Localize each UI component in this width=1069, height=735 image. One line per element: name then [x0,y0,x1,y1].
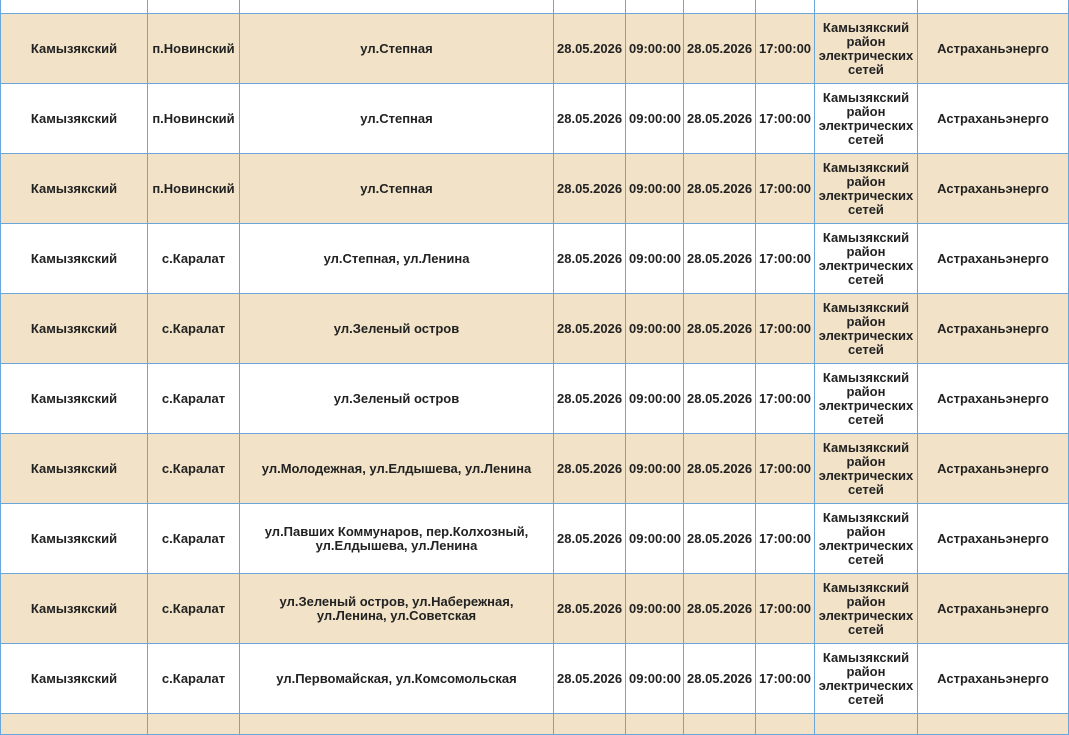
responsible-unit-cell: Камызякский район электрических сетей [815,84,918,154]
start-time-cell: 09:00:00 [626,14,684,84]
district-cell: Камызякский [1,504,148,574]
start-time-cell [626,714,684,735]
table-row [1,434,1069,504]
locality-cell: с.Каралат [148,224,240,294]
end-date-cell: 28.05.2026 [684,434,756,504]
table-row [1,154,1069,224]
end-time-cell: 17:00:00 [756,504,815,574]
organization-cell: Астраханьэнерго [918,434,1069,504]
start-date-cell [554,0,626,14]
responsible-unit-cell: Камызякский район электрических сетей [815,294,918,364]
responsible-unit-cell: Камызякский район электрических сетей [815,434,918,504]
organization-cell: Астраханьэнерго [918,574,1069,644]
responsible-unit-cell: Камызякский район электрических сетей [815,224,918,294]
responsible-unit-cell: Камызякский район электрических сетей [815,14,918,84]
start-date-cell: 28.05.2026 [554,364,626,434]
locality-cell [148,0,240,14]
organization-cell [918,0,1069,14]
locality-cell: с.Каралат [148,434,240,504]
locality-cell: с.Каралат [148,504,240,574]
streets-cell: ул.Степная [240,14,554,84]
table-row [1,644,1069,714]
locality-cell: с.Каралат [148,294,240,364]
organization-cell: Астраханьэнерго [918,224,1069,294]
streets-cell: ул.Степная, ул.Ленина [240,224,554,294]
end-date-cell: 28.05.2026 [684,84,756,154]
organization-cell: Астраханьэнерго [918,294,1069,364]
start-date-cell: 28.05.2026 [554,154,626,224]
start-time-cell: 09:00:00 [626,504,684,574]
district-cell [1,0,148,14]
responsible-unit-cell [815,714,918,735]
organization-cell: Астраханьэнерго [918,154,1069,224]
start-time-cell: 09:00:00 [626,574,684,644]
end-date-cell: 28.05.2026 [684,154,756,224]
end-date-cell: 28.05.2026 [684,364,756,434]
end-time-cell: 17:00:00 [756,294,815,364]
streets-cell: ул.Степная [240,84,554,154]
district-cell: Камызякский [1,364,148,434]
end-date-cell: 28.05.2026 [684,574,756,644]
table-row [1,224,1069,294]
end-date-cell: 28.05.2026 [684,294,756,364]
start-time-cell [626,0,684,14]
table-row [1,294,1069,364]
end-date-cell [684,0,756,14]
responsible-unit-cell: Камызякский район электрических сетей [815,574,918,644]
organization-cell: Астраханьэнерго [918,84,1069,154]
table-row [1,84,1069,154]
start-time-cell: 09:00:00 [626,84,684,154]
end-date-cell [684,714,756,735]
streets-cell: ул.Молодежная, ул.Елдышева, ул.Ленина [240,434,554,504]
start-time-cell: 09:00:00 [626,294,684,364]
start-date-cell: 28.05.2026 [554,574,626,644]
streets-cell [240,0,554,14]
district-cell: Камызякский [1,644,148,714]
locality-cell: с.Каралат [148,644,240,714]
end-time-cell: 17:00:00 [756,84,815,154]
organization-cell: Астраханьэнерго [918,644,1069,714]
district-cell: Камызякский [1,224,148,294]
streets-cell: ул.Зеленый остров, ул.Набережная, ул.Ленина, ул.Советская [240,574,554,644]
organization-cell: Астраханьэнерго [918,504,1069,574]
streets-cell: ул.Зеленый остров [240,294,554,364]
table-row [1,364,1069,434]
start-date-cell: 28.05.2026 [554,294,626,364]
district-cell: Камызякский [1,574,148,644]
end-time-cell: 17:00:00 [756,574,815,644]
responsible-unit-cell: Камызякский район электрических сетей [815,504,918,574]
streets-cell: ул.Первомайская, ул.Комсомольская [240,644,554,714]
district-cell [1,714,148,735]
table-body [1,0,1069,735]
responsible-unit-cell: Камызякский район электрических сетей [815,644,918,714]
locality-cell [148,714,240,735]
end-time-cell: 17:00:00 [756,434,815,504]
end-time-cell: 17:00:00 [756,364,815,434]
end-time-cell: 17:00:00 [756,224,815,294]
end-time-cell: 17:00:00 [756,14,815,84]
streets-cell: ул.Павших Коммунаров, пер.Колхозный, ул.Елдышева, ул.Ленина [240,504,554,574]
district-cell: Камызякский [1,84,148,154]
district-cell: Камызякский [1,154,148,224]
start-time-cell: 09:00:00 [626,364,684,434]
organization-cell: Астраханьэнерго [918,364,1069,434]
streets-cell: ул.Степная [240,154,554,224]
district-cell: Камызякский [1,434,148,504]
start-date-cell: 28.05.2026 [554,434,626,504]
responsible-unit-cell: Камызякский район электрических сетей [815,364,918,434]
streets-cell [240,714,554,735]
locality-cell: п.Новинский [148,84,240,154]
responsible-unit-cell [815,0,918,14]
locality-cell: п.Новинский [148,154,240,224]
organization-cell [918,714,1069,735]
start-date-cell: 28.05.2026 [554,224,626,294]
start-time-cell: 09:00:00 [626,154,684,224]
district-cell: Камызякский [1,14,148,84]
start-date-cell: 28.05.2026 [554,14,626,84]
table-row [1,714,1069,735]
table-row [1,504,1069,574]
table-row [1,14,1069,84]
start-date-cell: 28.05.2026 [554,504,626,574]
table-row [1,574,1069,644]
end-time-cell [756,0,815,14]
start-time-cell: 09:00:00 [626,644,684,714]
locality-cell: п.Новинский [148,14,240,84]
start-date-cell: 28.05.2026 [554,84,626,154]
organization-cell: Астраханьэнерго [918,14,1069,84]
start-date-cell: 28.05.2026 [554,644,626,714]
locality-cell: с.Каралат [148,574,240,644]
locality-cell: с.Каралат [148,364,240,434]
end-time-cell [756,714,815,735]
end-date-cell: 28.05.2026 [684,644,756,714]
start-time-cell: 09:00:00 [626,434,684,504]
end-time-cell: 17:00:00 [756,644,815,714]
responsible-unit-cell: Камызякский район электрических сетей [815,154,918,224]
district-cell: Камызякский [1,294,148,364]
start-date-cell [554,714,626,735]
streets-cell: ул.Зеленый остров [240,364,554,434]
end-time-cell: 17:00:00 [756,154,815,224]
start-time-cell: 09:00:00 [626,224,684,294]
end-date-cell: 28.05.2026 [684,224,756,294]
end-date-cell: 28.05.2026 [684,504,756,574]
end-date-cell: 28.05.2026 [684,14,756,84]
table-row [1,0,1069,14]
